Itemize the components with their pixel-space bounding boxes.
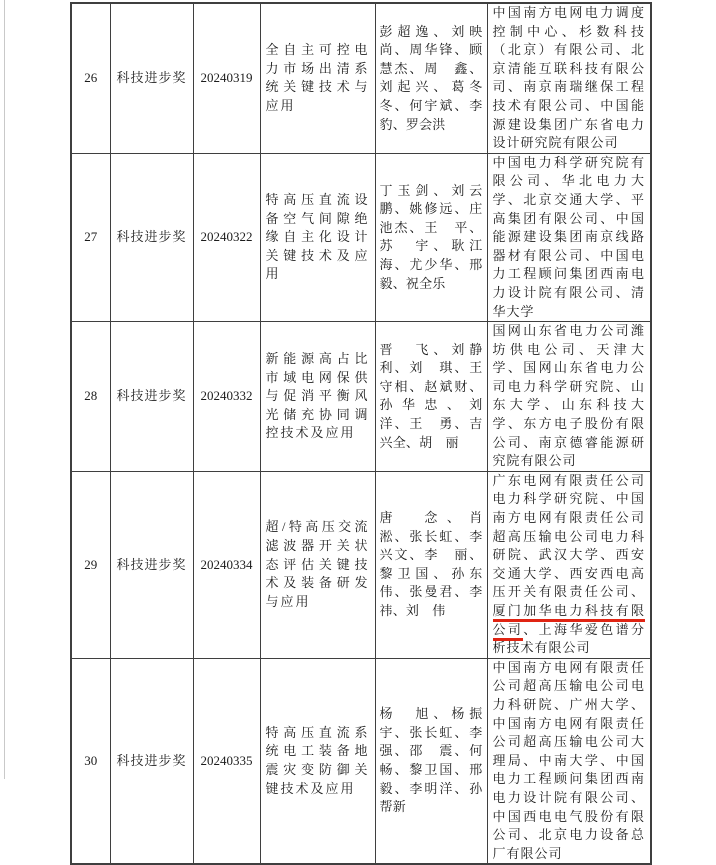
organizations-list: 中国电力科学研究院有限公司、华北电力大学、北京交通大学、平高集团有限公司、中国能源建设集团南京线路器材有限公司、中国电力工程顾问集团西南电力设计院有限公司、清华大学: [487, 153, 651, 321]
highlighted-company-red-underline: 厦门加华电力科技有限公司: [493, 603, 646, 641]
row-number: 30: [71, 658, 110, 864]
award-code: 20240322: [193, 153, 260, 321]
table-row: [71, 471, 651, 658]
table-row: [71, 3, 651, 153]
award-code: 20240332: [193, 322, 260, 472]
project-title: 特高压直流设备空气间隙绝缘自主化设计关键技术及应用: [260, 153, 375, 321]
award-code: 20240319: [193, 3, 260, 153]
organizations-list: 国网山东省电力公司潍坊供电公司、天津大学、国网山东省电力公司电力科学研究院、山东大学、山东科技大学、东方电子股份有限公司、南京德睿能源研究院有限公司: [487, 322, 651, 472]
row-number: 29: [71, 471, 110, 658]
row-number: 27: [71, 153, 110, 321]
awards-table: [70, 2, 652, 865]
project-title: 超/特高压交流滤波器开关状态评估关键技术及装备研发与应用: [260, 471, 375, 658]
table-row: [71, 153, 651, 321]
award-type: 科技进步奖: [110, 658, 193, 864]
project-title: 特高压直流系统电工装备地震灾变防御关键技术及应用: [260, 658, 375, 864]
table-row: [71, 322, 651, 472]
award-type: 科技进步奖: [110, 471, 193, 658]
orgs-text: 广东电网有限责任公司电力科学研究院、中国南方电网有限责任公司超高压输电公司电力科研院、武汉大学、西安交通大学、西安西电高压开关有限责任公司、: [492, 472, 645, 600]
award-type: 科技进步奖: [110, 153, 193, 321]
winners-list: 杨 旭、杨振宇、张长虹、李 强、邵 震、何 畅、黎卫国、邢 毅、李明洋、孙帮新: [375, 658, 487, 864]
project-title: 新能源高占比市域电网保供与促消平衡风光储充协同调控技术及应用: [260, 322, 375, 472]
winners-list: 彭超逸、刘映尚、周华锋、顾慧杰、周 鑫、刘起兴、葛冬冬、何宇斌、李 豹、罗会洪: [375, 3, 487, 153]
winners-list: 唐 念、肖 淞、张长虹、李兴文、李 丽、黎卫国、孙东伟、张曼君、李 祎、刘 伟: [375, 471, 487, 658]
award-type: 科技进步奖: [110, 3, 193, 153]
organizations-list: 中国南方电网电力调度控制中心、杉数科技（北京）有限公司、北京清能互联科技有限公司、南京南瑞继保工程技术有限公司、中国能源建设集团广东省电力设计研究院有限公司: [487, 3, 651, 153]
organizations-list: 中国南方电网有限责任公司超高压输电公司电力科研院、广州大学、中国南方电网有限责任公司超高压输电公司大理局、中南大学、中国电力工程顾问集团西南电力设计院有限公司、中国西电电气股份有限公司、北京电力设备总厂有限公司: [487, 658, 651, 864]
project-title: 全自主可控电力市场出清系统关键技术与应用: [260, 3, 375, 153]
award-code: 20240334: [193, 471, 260, 658]
winners-list: 丁玉剑、刘云鹏、姚修远、庄池杰、王 平、苏 宇、耿江海、尤少华、邢 毅、祝全乐: [375, 153, 487, 321]
award-type: 科技进步奖: [110, 322, 193, 472]
winners-list: 晋 飞、刘静利、刘 琪、王守相、赵斌财、孙华忠、刘 洋、王 勇、吉兴全、胡 丽: [375, 322, 487, 472]
orgs-text: 、上海华爱色谱分析技术有限公司: [492, 621, 645, 656]
row-number: 28: [71, 322, 110, 472]
table-row: [71, 658, 651, 864]
page-margin-line: [4, 0, 5, 779]
award-code: 20240335: [193, 658, 260, 864]
organizations-list: [487, 471, 651, 658]
row-number: 26: [71, 3, 110, 153]
